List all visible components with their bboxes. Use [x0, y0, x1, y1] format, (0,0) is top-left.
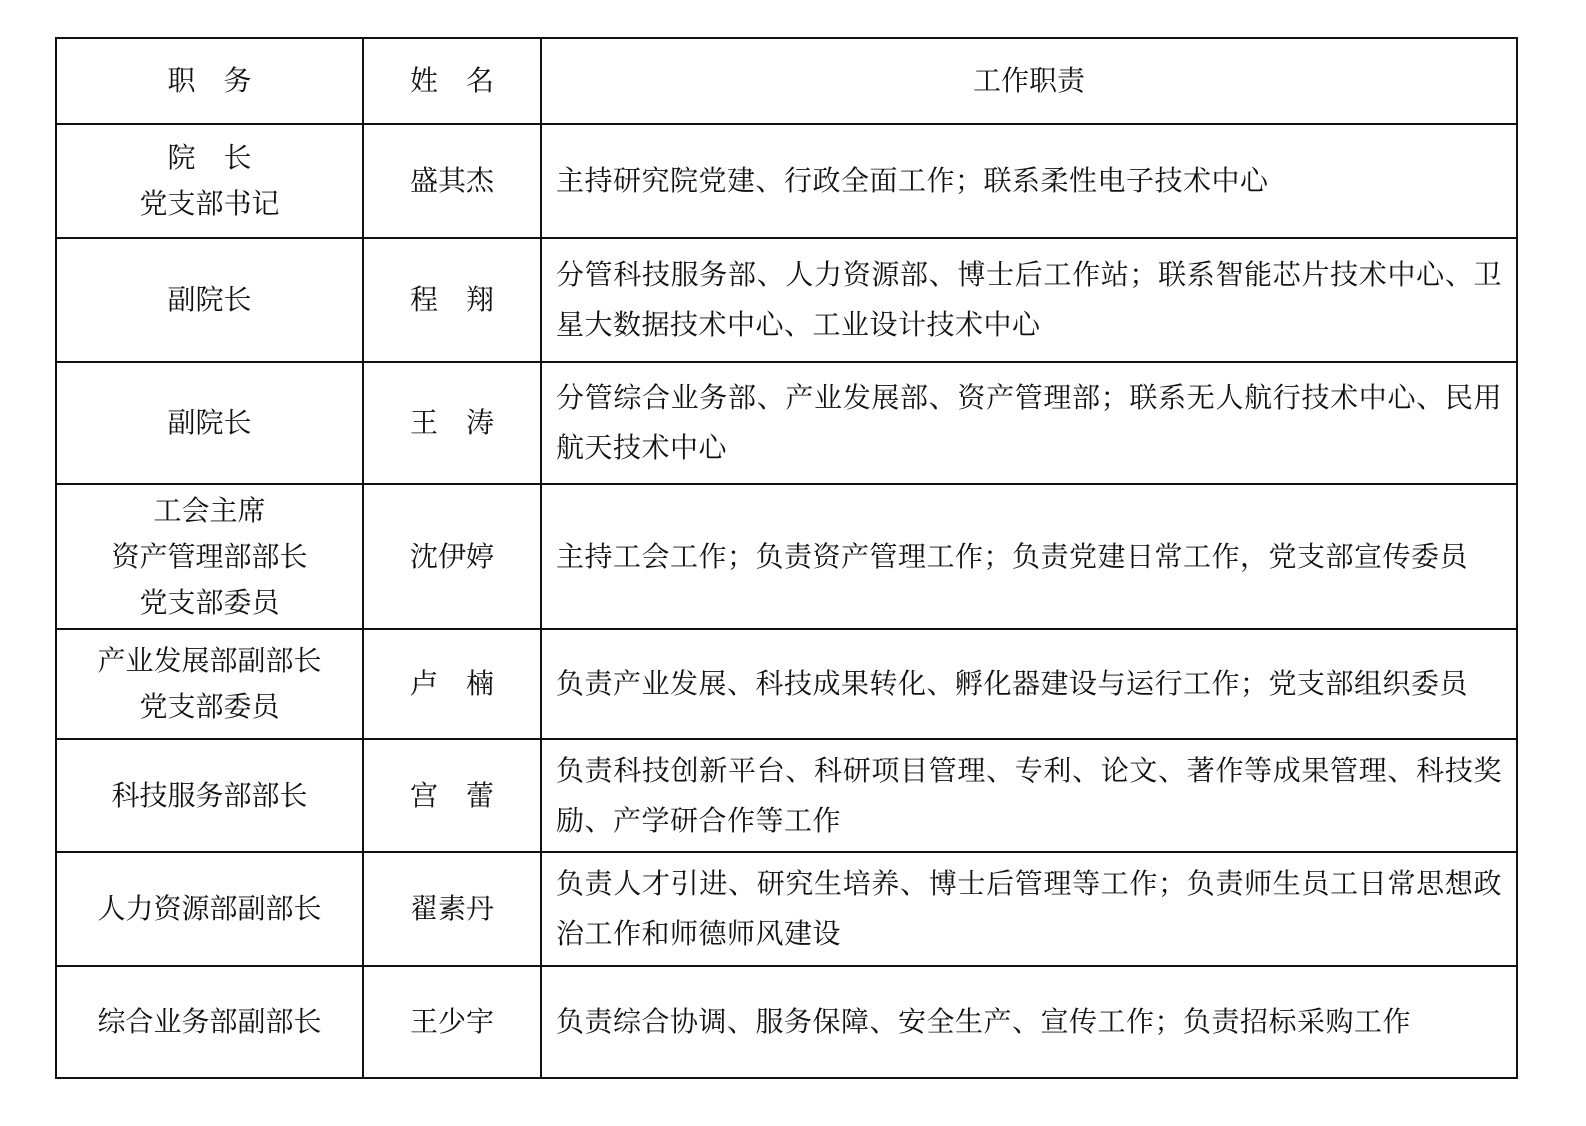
header-name: 姓 名: [363, 38, 541, 124]
duty-cell: 分管科技服务部、人力资源部、博士后工作站；联系智能芯片技术中心、卫星大数据技术中心、工业设计技术中心: [541, 238, 1517, 362]
table-row: [56, 629, 1517, 739]
duty-cell: 主持研究院党建、行政全面工作；联系柔性电子技术中心: [541, 124, 1517, 238]
post-line: 产业发展部副部长: [97, 644, 322, 677]
post-line: 资产管理部部长: [111, 539, 308, 573]
post-line: 人力资源部副部长: [97, 892, 322, 925]
header-duty: 工作职责: [541, 38, 1517, 124]
duty-table: [55, 37, 1518, 1079]
post-cell: [56, 739, 363, 852]
post-cell: [56, 124, 363, 238]
table-header: [56, 38, 1517, 124]
post-line: 综合业务部副部长: [97, 1005, 322, 1038]
post-line: 院 长: [167, 141, 252, 174]
table-row: [56, 484, 1517, 629]
duty-cell: 主持工会工作；负责资产管理工作；负责党建日常工作，党支部宣传委员: [541, 484, 1517, 629]
post-line: 党支部书记: [139, 187, 280, 220]
table-row: [56, 362, 1517, 484]
table-row: [56, 852, 1517, 966]
table-row: [56, 238, 1517, 362]
name-cell: 翟素丹: [363, 852, 541, 966]
name-cell: 程 翔: [363, 238, 541, 362]
name-cell: 盛其杰: [363, 124, 541, 238]
post-cell: [56, 852, 363, 966]
post-line: 党支部委员: [139, 585, 280, 619]
table-row: [56, 739, 1517, 852]
post-line: 工会主席: [153, 493, 266, 527]
duty-cell: 分管综合业务部、产业发展部、资产管理部；联系无人航行技术中心、民用航天技术中心: [541, 362, 1517, 484]
duty-cell: 负责科技创新平台、科研项目管理、专利、论文、著作等成果管理、科技奖励、产学研合作等工作: [541, 739, 1517, 852]
table-row: [56, 966, 1517, 1078]
header-post: 职 务: [56, 38, 363, 124]
table-row: [56, 124, 1517, 238]
duty-cell: 负责综合协调、服务保障、安全生产、宣传工作；负责招标采购工作: [541, 966, 1517, 1078]
post-cell: [56, 238, 363, 362]
duty-cell: 负责人才引进、研究生培养、博士后管理等工作；负责师生员工日常思想政治工作和师德师风建设: [541, 852, 1517, 966]
table-body: [56, 124, 1517, 1078]
post-cell: [56, 629, 363, 739]
name-cell: 卢 楠: [363, 629, 541, 739]
post-line: 科技服务部部长: [111, 778, 308, 812]
header-row: [56, 38, 1517, 124]
post-line: 副院长: [167, 283, 252, 316]
duty-cell: 负责产业发展、科技成果转化、孵化器建设与运行工作；党支部组织委员: [541, 629, 1517, 739]
post-cell: [56, 484, 363, 629]
name-cell: 王少宇: [363, 966, 541, 1078]
post-line: 副院长: [167, 406, 252, 439]
name-cell: 王 涛: [363, 362, 541, 484]
post-cell: [56, 362, 363, 484]
post-cell: [56, 966, 363, 1078]
name-cell: 沈伊婷: [363, 484, 541, 629]
post-line: 党支部委员: [139, 690, 280, 723]
name-cell: 宫 蕾: [363, 739, 541, 852]
